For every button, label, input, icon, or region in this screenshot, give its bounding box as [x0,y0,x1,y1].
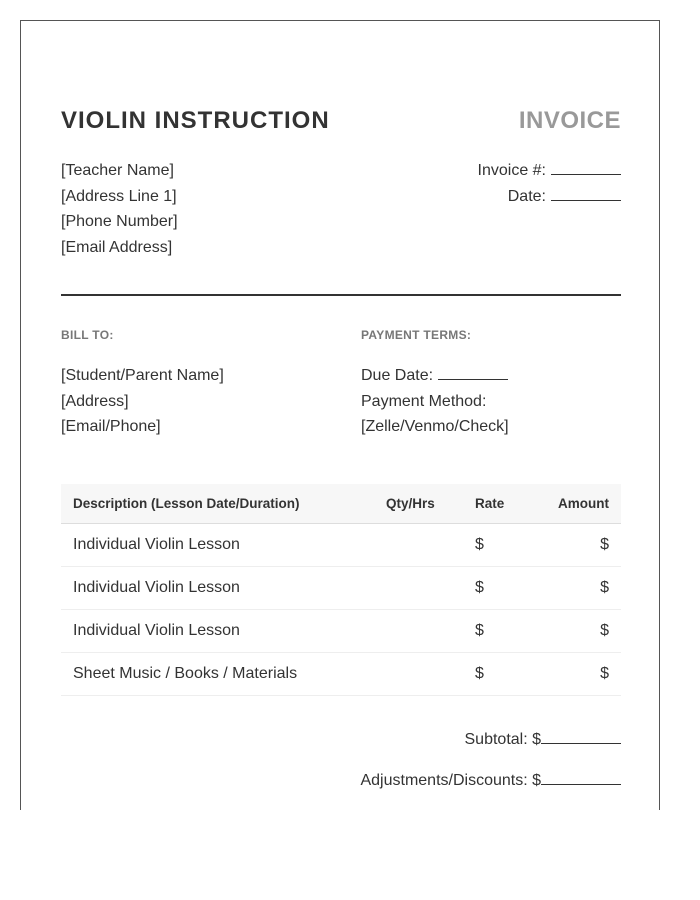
invoice-number-field[interactable] [551,160,621,175]
invoice-number-line [478,158,621,184]
row-rate[interactable]: $ [475,579,484,596]
teacher-info [61,158,178,260]
row-amount[interactable]: $ [600,579,609,596]
teacher-address[interactable]: [Address Line 1] [61,187,177,205]
invoice-date-line [478,184,621,210]
invoice-date-field[interactable] [551,186,621,201]
table-row [61,567,621,610]
totals-block [360,729,621,810]
adjustments-line [360,770,621,810]
table-row [61,610,621,653]
bill-to-name[interactable]: [Student/Parent Name] [61,367,224,384]
row-amount[interactable]: $ [600,622,609,639]
invoice-page [20,20,660,810]
table-row [61,524,621,567]
subtotal-line [360,729,621,770]
payment-terms-heading: PAYMENT TERMS: [361,328,472,342]
row-amount[interactable]: $ [600,536,609,553]
invoice-date-label: Date: [507,187,546,205]
adjustments-field[interactable] [541,770,621,785]
invoice-header [61,107,621,137]
subtotal-label: Subtotal: $ [464,731,541,748]
bill-to-address[interactable]: [Address] [61,392,129,410]
payment-terms-info [361,363,509,440]
table-header [61,484,621,524]
invoice-meta [478,158,621,209]
row-description[interactable]: Individual Violin Lesson [73,579,240,596]
invoice-label: INVOICE [518,107,621,134]
row-description[interactable]: Sheet Music / Books / Materials [73,665,298,682]
teacher-email[interactable]: [Email Address] [61,238,173,256]
row-rate[interactable]: $ [475,665,484,682]
bill-to-contact[interactable]: [Email/Phone] [61,418,161,435]
row-rate[interactable]: $ [475,536,484,553]
bill-to-info [61,363,224,440]
due-date-line [361,363,509,389]
adjustments-label: Adjustments/Discounts: $ [360,772,541,789]
payment-method-options[interactable]: [Zelle/Venmo/Check] [361,418,509,435]
teacher-phone[interactable]: [Phone Number] [61,213,178,230]
invoice-number-label: Invoice #: [477,162,546,179]
column-header-qty: Qty/Hrs [386,496,435,511]
due-date-label: Due Date: [361,367,434,384]
teacher-name[interactable]: [Teacher Name] [61,162,174,179]
column-header-rate: Rate [475,496,505,511]
table-row [61,653,621,696]
column-header-description: Description (Lesson Date/Duration) [73,496,300,511]
line-items-table [61,484,621,696]
payment-method-label: Payment Method: [361,392,487,410]
bill-to-heading: BILL TO: [61,328,114,342]
column-header-amount: Amount [558,496,609,511]
subtotal-field[interactable] [541,729,621,744]
row-amount[interactable]: $ [600,665,609,682]
row-rate[interactable]: $ [475,622,484,639]
business-title: VIOLIN INSTRUCTION [61,107,330,134]
header-divider [61,294,621,296]
row-description[interactable]: Individual Violin Lesson [73,536,240,553]
due-date-field[interactable] [438,365,508,380]
row-description[interactable]: Individual Violin Lesson [73,622,240,639]
